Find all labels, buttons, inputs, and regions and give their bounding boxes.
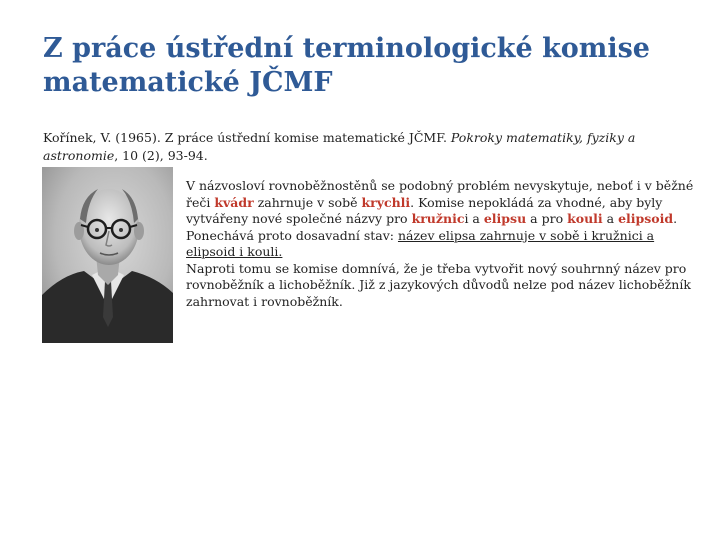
term-kruznice: kružnic (411, 211, 465, 226)
title-line-1: Z práce ústřední terminologické komise (43, 33, 650, 64)
body-text-span: . (673, 211, 678, 226)
body-text-span: a (602, 211, 619, 226)
body-text-span: zahrnuje v sobě (253, 194, 362, 210)
title-line-2: matematické JČMF (43, 67, 333, 98)
citation-volume: , 10 (2), 93-94. (114, 148, 208, 163)
citation-authors: Kořínek, V. (1965). Z práce ústřední komise matematické JČMF. (43, 130, 451, 145)
page-title (43, 32, 683, 100)
citation-journal-b: astronomie (43, 148, 115, 163)
term-elipsoid: elipsoid (618, 211, 674, 226)
citation-journal-a: Pokroky matematiky, fyziky a (450, 130, 636, 145)
body-line (186, 195, 686, 212)
underlined-statement: název elipsa zahrnuje v sobě i kružnici a (397, 227, 655, 243)
citation-line-1 (43, 129, 683, 147)
body-line-underlined: elipsoid i kouli. (186, 244, 283, 259)
term-koule: kouli (567, 211, 603, 226)
portrait-photo (42, 167, 173, 343)
body-text-span: a pro (526, 211, 568, 226)
body-line (186, 228, 686, 245)
body-line: Naproti tomu se komise domnívá, že je třeba vytvořit nový souhrnný název pro (186, 260, 687, 276)
body-line (186, 211, 686, 228)
body-line: V názvosloví rovnoběžnostěnů se podobný problém nevyskytuje, neboť i v běžné (186, 178, 694, 193)
body-text-span: Ponechává proto dosavadní stav: (186, 227, 398, 243)
citation-line-2 (43, 147, 683, 165)
term-krychle: krychli (361, 194, 411, 210)
term-elipsa: elipsu (483, 211, 527, 226)
body-line: rovnoběžník a lichoběžník. Již z jazykových důvodů nelze pod název lichoběžník (186, 277, 691, 292)
body-text-span: i a (464, 211, 484, 226)
body-text-span: . Komise nepokládá za vhodné, aby byly (410, 194, 663, 210)
body-text-span: vytvářeny nové společné názvy pro (186, 211, 412, 226)
body-text-span: řeči (186, 194, 215, 210)
term-kvadr: kvádr (214, 194, 254, 210)
body-text (186, 178, 694, 310)
body-line: zahrnovat i rovnoběžník. (186, 293, 343, 309)
citation (43, 129, 683, 165)
